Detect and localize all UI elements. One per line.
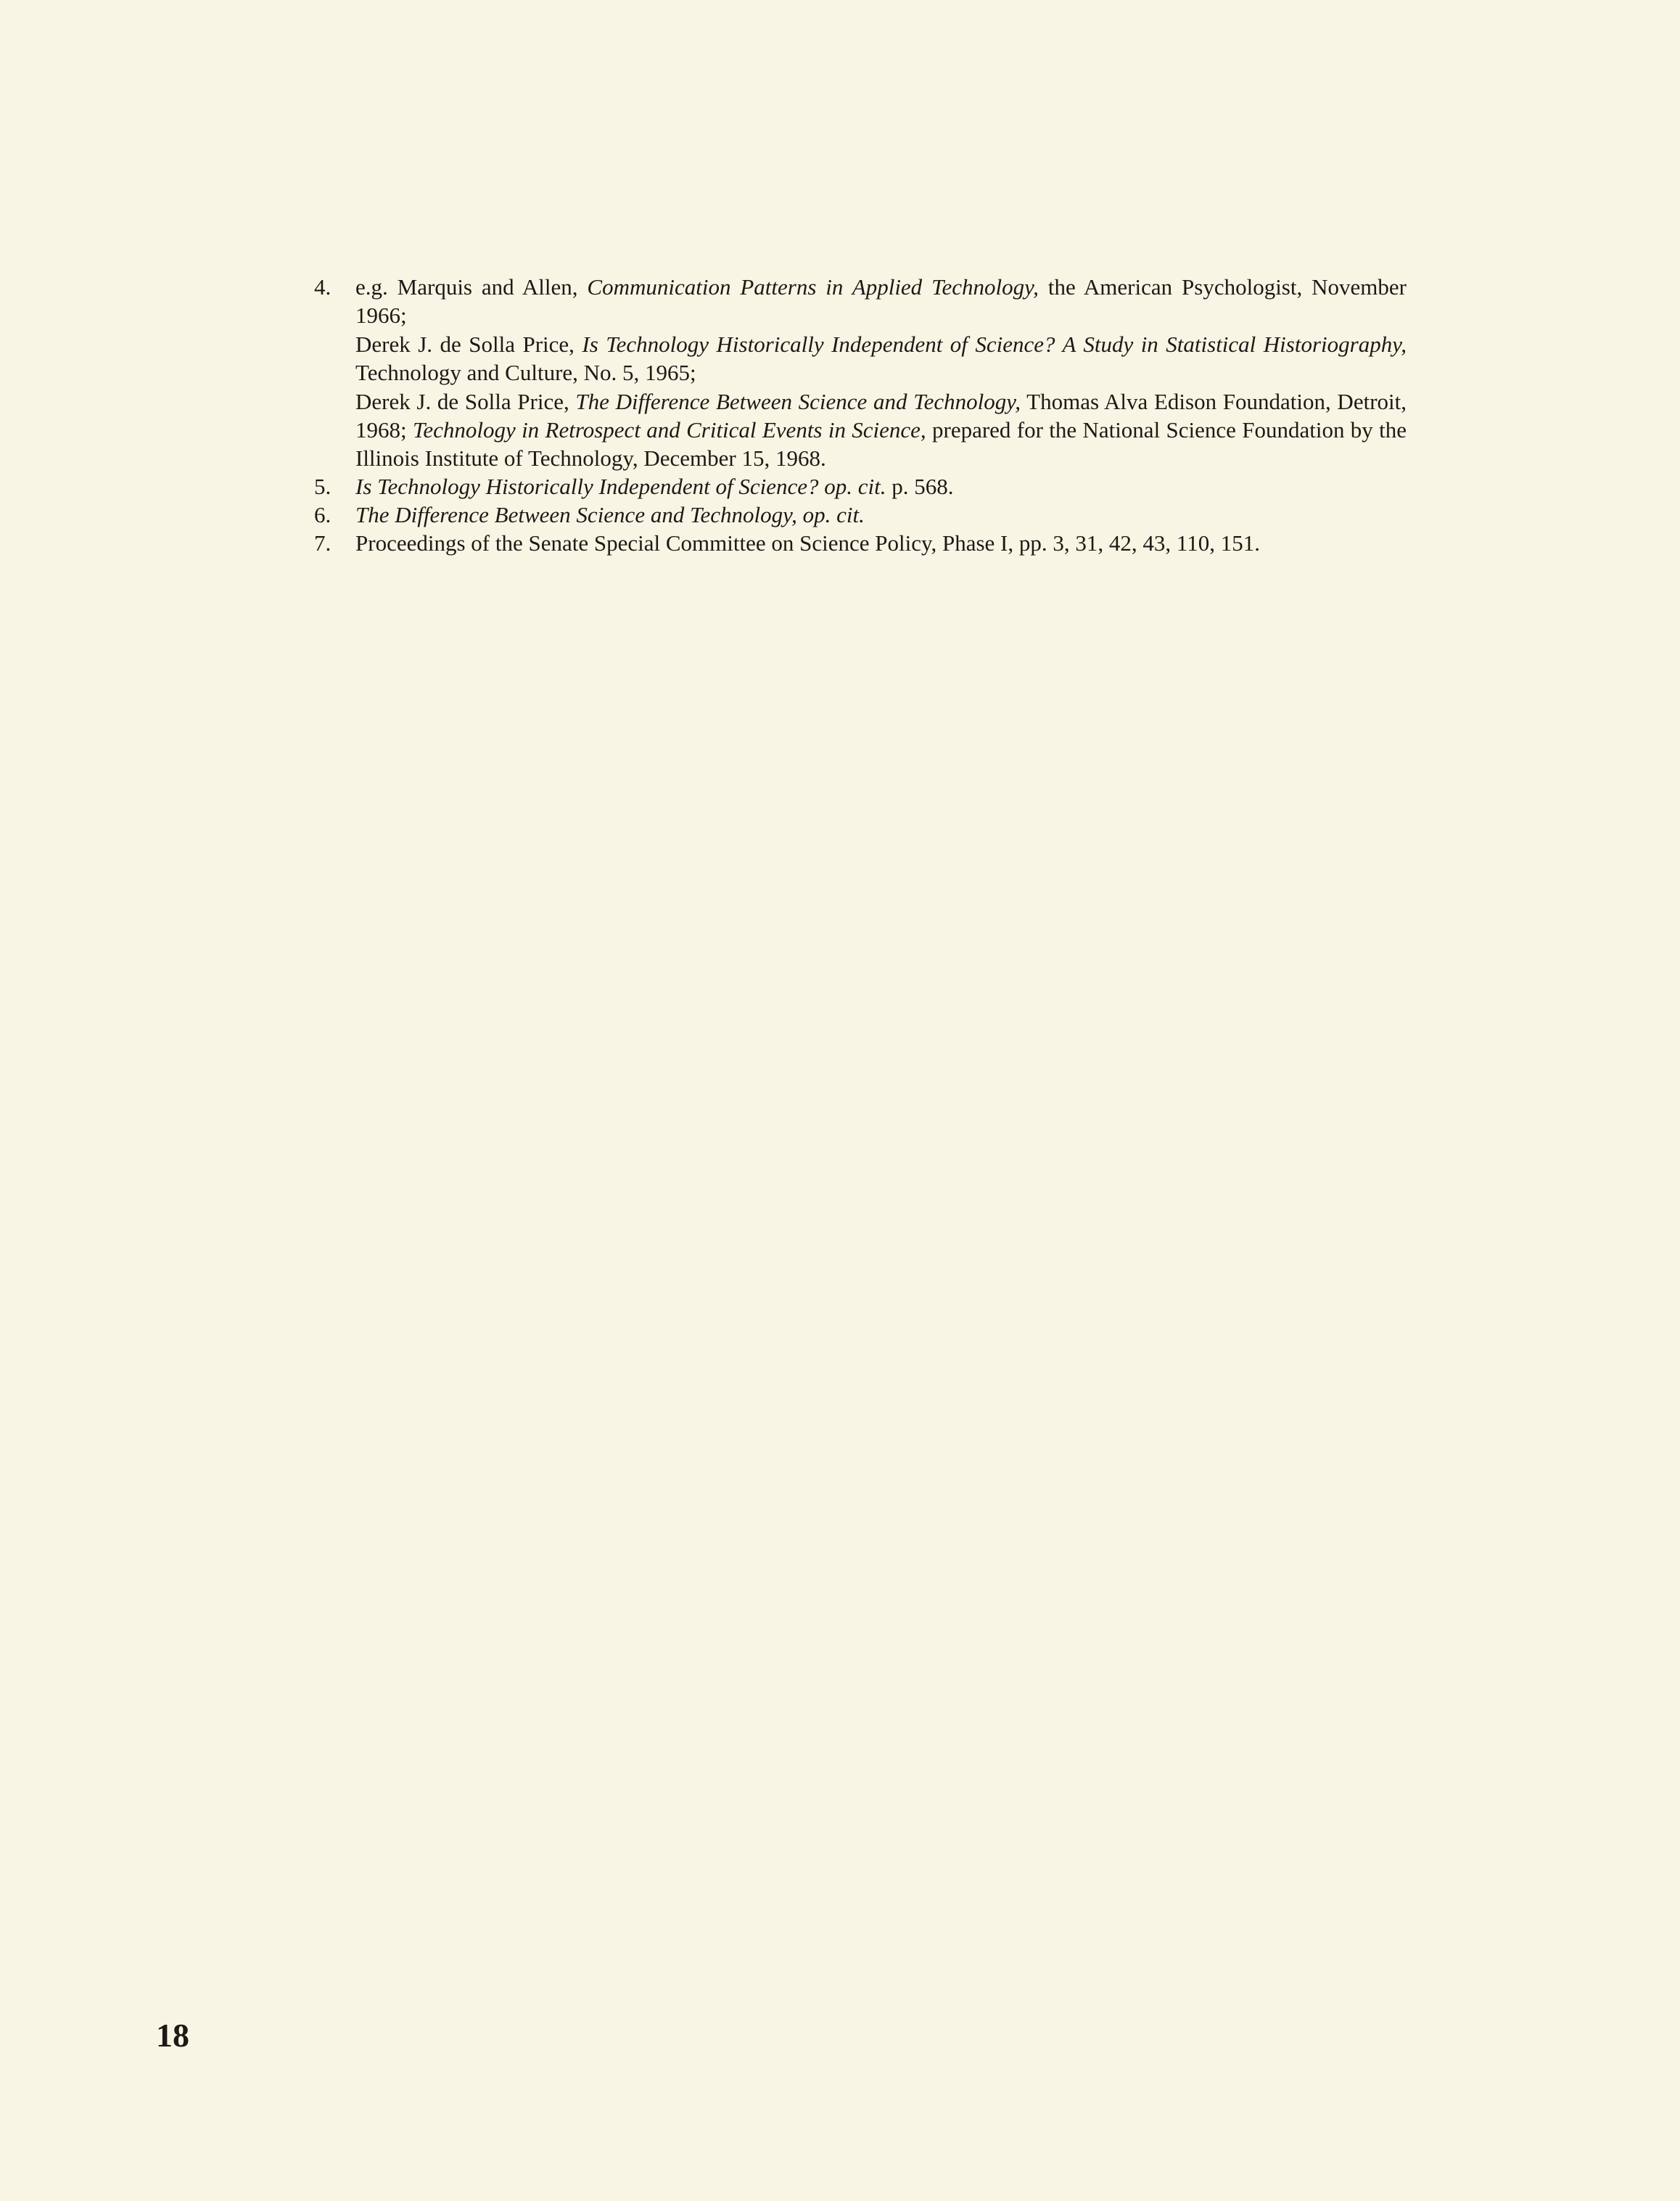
reference-text: Derek J. de Solla Price,: [355, 332, 582, 357]
reference-entry: [355, 330, 1407, 387]
reference-text: Thomas Alva Edison Foundation, Detroit, 1968;: [355, 389, 1407, 443]
reference-text: Derek J. de Solla Price,: [355, 389, 576, 414]
note-item: [314, 472, 1407, 501]
reference-entry: [355, 501, 1407, 529]
note-body: [355, 529, 1407, 557]
italic-title: Is Technology Historically Independent of Science? A Study in Statistical Historiography,: [582, 332, 1407, 357]
reference-entry: [355, 472, 1407, 501]
note-item: [314, 273, 1407, 472]
reference-text: prepared for the National Science Foundation by the Illinois Institute of Technology, December 15, 1968.: [355, 417, 1407, 471]
note-number: 7.: [314, 530, 332, 556]
note-body: [355, 501, 1407, 529]
italic-title: Is Technology Historically Independent of Science? op. cit.: [355, 474, 886, 499]
reference-entry: [355, 529, 1407, 557]
note-body: [355, 472, 1407, 501]
reference-text: the American Psychologist, November 1966;: [355, 274, 1407, 328]
italic-title: Communication Patterns in Applied Technology,: [587, 274, 1039, 300]
notes-list: [314, 273, 1407, 557]
note-item: [314, 529, 1407, 557]
note-item: [314, 501, 1407, 529]
reference-text: p. 568.: [886, 474, 954, 499]
reference-entry: [355, 387, 1407, 472]
reference-text: Proceedings of the Senate Special Committee on Science Policy, Phase I, pp. 3, 31, 42, 43, 110, 151.: [355, 530, 1260, 556]
note-number: 5.: [314, 474, 332, 499]
note-body: [355, 273, 1407, 472]
reference-entry: [355, 273, 1407, 329]
reference-text: e.g. Marquis and Allen,: [355, 274, 588, 300]
italic-title: Technology in Retrospect and Critical Events in Science,: [412, 417, 926, 443]
note-number: 4.: [314, 274, 332, 300]
italic-title: The Difference Between Science and Technology, op. cit.: [355, 502, 865, 527]
italic-title: The Difference Between Science and Technology,: [575, 389, 1021, 414]
reference-text: Technology and Culture, No. 5, 1965;: [355, 360, 696, 385]
page-number: 18: [156, 2017, 189, 2054]
note-number: 6.: [314, 502, 332, 527]
